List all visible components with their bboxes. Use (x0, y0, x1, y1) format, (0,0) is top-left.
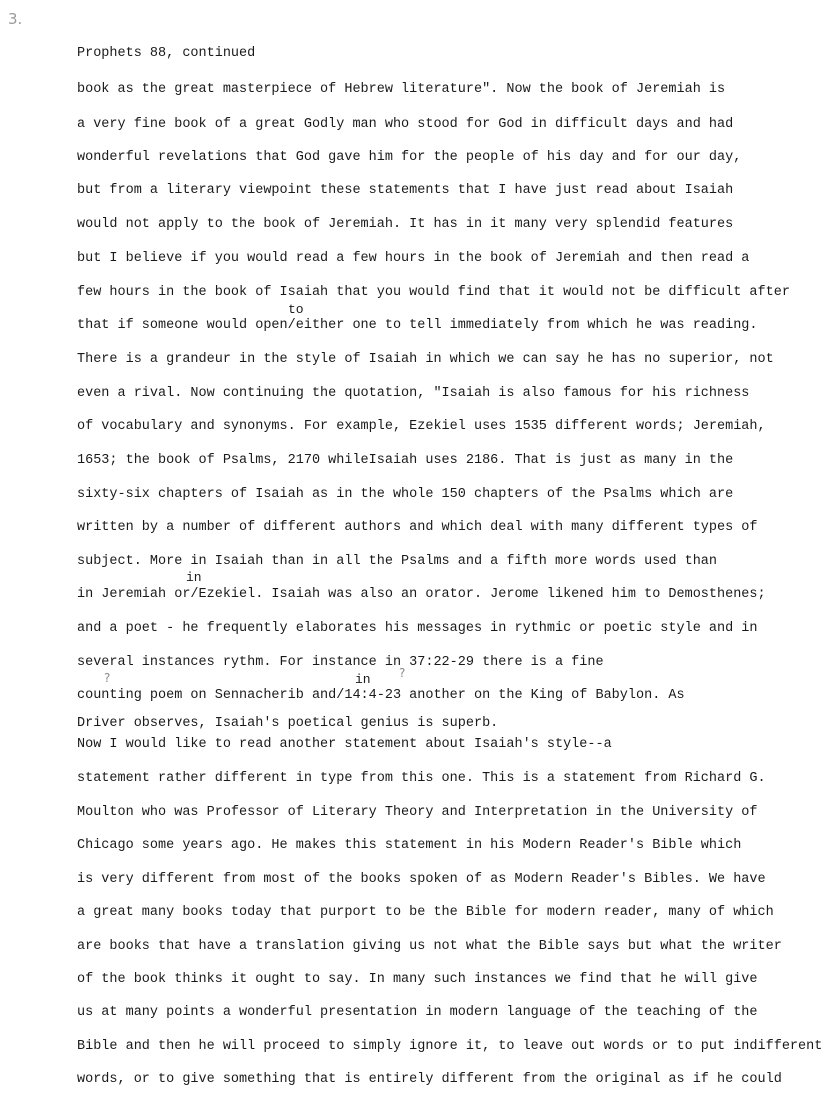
interlinear-insertion: in (186, 570, 202, 585)
page-number-mark: 3. (8, 10, 23, 28)
pencil-question-mark: ? (399, 666, 406, 680)
text-line: Moulton who was Professor of Literary Theory and Interpretation in the University of (77, 805, 758, 820)
text-line: a great many books today that purport to be the Bible for modern reader, many of which (77, 905, 774, 920)
interlinear-insertion: to (288, 302, 304, 317)
text-line: of the book thinks it ought to say. In many such instances we find that he will give (77, 972, 758, 987)
pencil-question-mark: ? (104, 671, 111, 685)
text-line: few hours in the book of Isaiah that you would find that it would not be difficult after (77, 285, 790, 300)
text-line: a very fine book of a great Godly man who stood for God in difficult days and had (77, 117, 734, 132)
text-line: written by a number of different authors and which deal with many different types of (77, 520, 758, 535)
text-line: even a rival. Now continuing the quotation, "Isaiah is also famous for his richness (77, 386, 750, 401)
text-line: several instances rythm. For instance in 37:22-29 there is a fine (77, 655, 604, 670)
text-line: Bible and then he will proceed to simply ignore it, to leave out words or to put indifferent (77, 1039, 823, 1054)
text-line: Driver observes, Isaiah's poetical genius is superb. (77, 716, 499, 731)
text-line: sixty-six chapters of Isaiah as in the whole 150 chapters of the Psalms which are (77, 487, 734, 502)
interlinear-insertion: in (355, 672, 371, 687)
text-line: Now I would like to read another statement about Isaiah's style--a (77, 737, 612, 752)
text-line: but I believe if you would read a few hours in the book of Jeremiah and then read a (77, 251, 750, 266)
text-line: words, or to give something that is entirely different from the original as if he could (77, 1072, 782, 1087)
text-line: book as the great masterpiece of Hebrew literature". Now the book of Jeremiah is (77, 82, 726, 97)
text-line: in Jeremiah or/Ezekiel. Isaiah was also an orator. Jerome likened him to Demosthenes; (77, 587, 766, 602)
text-line: statement rather different in type from this one. This is a statement from Richard G. (77, 771, 766, 786)
text-line: counting poem on Sennacherib and/14:4-23 another on the King of Babylon. As (77, 688, 685, 703)
text-line: Chicago some years ago. He makes this statement in his Modern Reader's Bible which (77, 838, 742, 853)
text-line: but from a literary viewpoint these statements that I have just read about Isaiah (77, 183, 734, 198)
text-line: 1653; the book of Psalms, 2170 whileIsaiah uses 2186. That is just as many in the (77, 453, 734, 468)
text-line: us at many points a wonderful presentation in modern language of the teaching of the (77, 1005, 758, 1020)
text-line: subject. More in Isaiah than in all the Psalms and a fifth more words used than (77, 554, 718, 569)
text-line: There is a grandeur in the style of Isaiah in which we can say he has no superior, not (77, 352, 774, 367)
text-line: wonderful revelations that God gave him for the people of his day and for our day, (77, 150, 742, 165)
text-line: would not apply to the book of Jeremiah. It has in it many very splendid features (77, 217, 734, 232)
text-line: are books that have a translation giving us not what the Bible says but what the writer (77, 939, 782, 954)
text-line: is very different from most of the books spoken of as Modern Reader's Bibles. We have (77, 872, 766, 887)
text-line: that if someone would open/either one to tell immediately from which he was reading. (77, 318, 758, 333)
text-line: and a poet - he frequently elaborates his messages in rythmic or poetic style and in (77, 621, 758, 636)
text-line: of vocabulary and synonyms. For example, Ezekiel uses 1535 different words; Jeremiah, (77, 419, 766, 434)
page-header: Prophets 88, continued (77, 46, 256, 61)
